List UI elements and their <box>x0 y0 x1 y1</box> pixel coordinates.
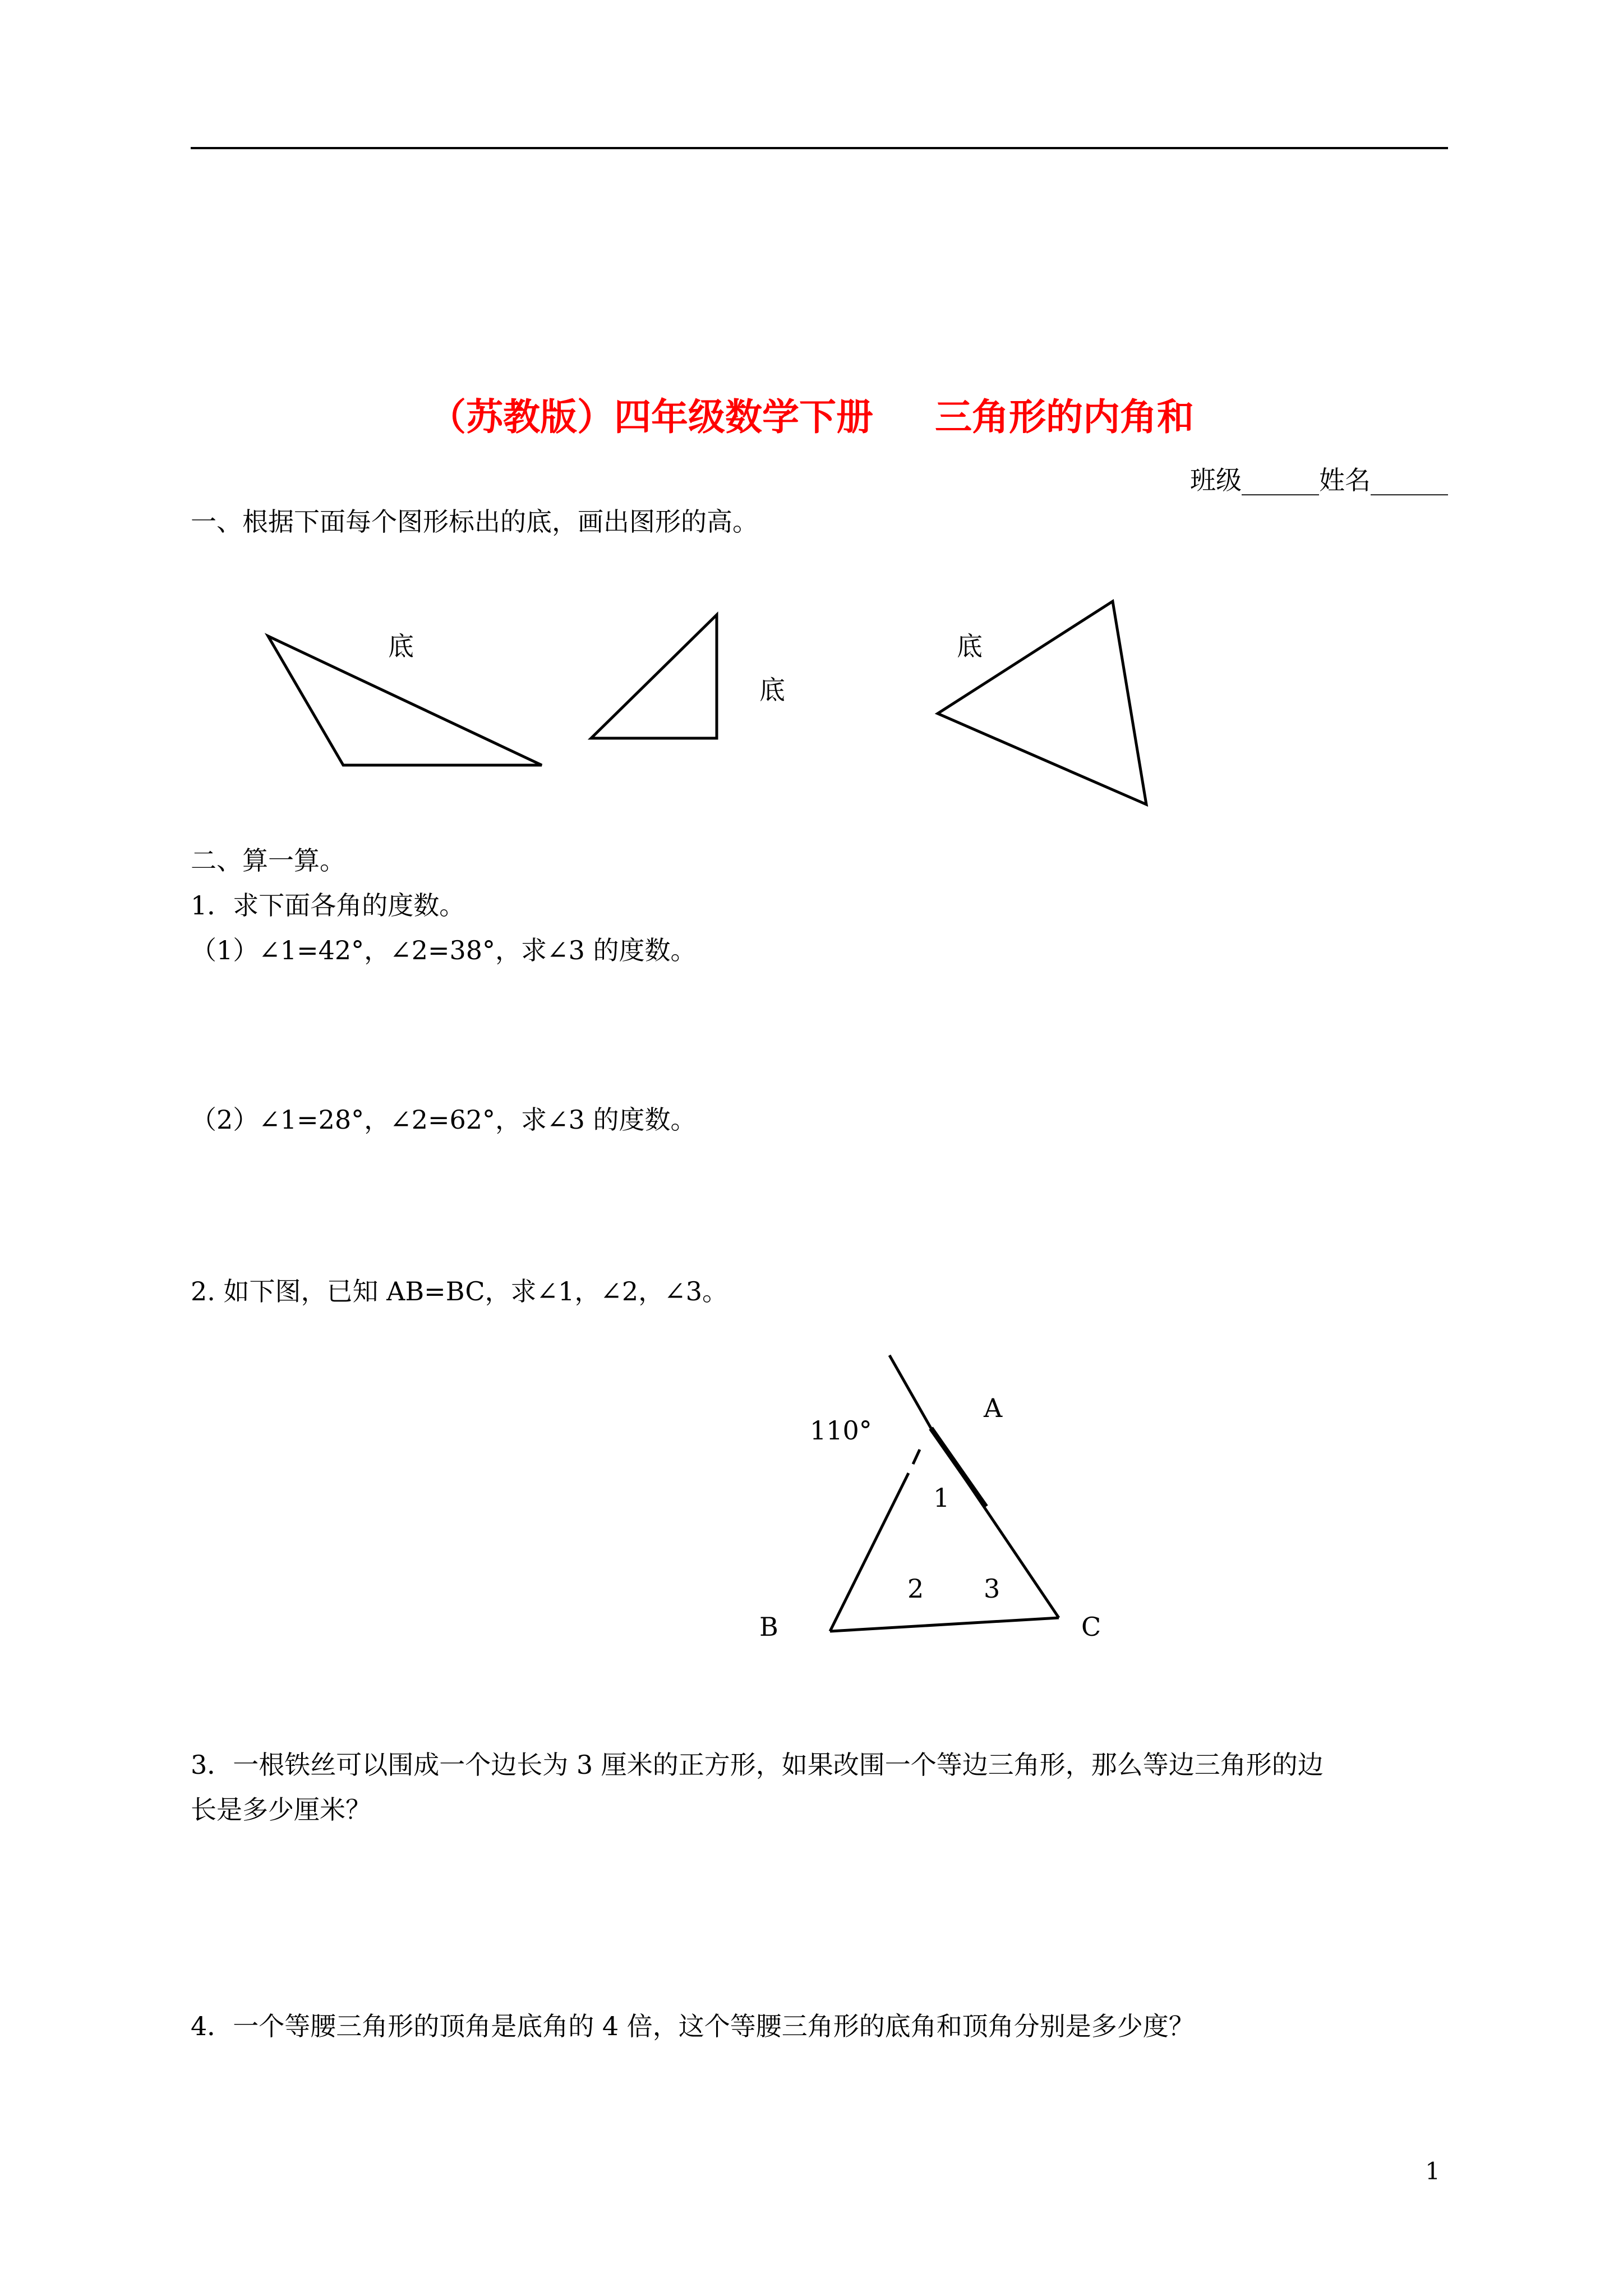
side-ab <box>830 1473 909 1631</box>
base-label-3: 底 <box>957 631 983 661</box>
title-part1: （苏教版）四年级数学下册 <box>429 395 873 439</box>
title-part2: 三角形的内角和 <box>935 395 1194 439</box>
name-label: 姓名 <box>1319 465 1371 495</box>
vertex-c-label: C <box>1081 1612 1101 1642</box>
q1-part1: （1）∠1=42°，∠2=38°，求∠3 的度数。 <box>191 935 697 965</box>
section2-heading: 二、算一算。 <box>191 845 345 876</box>
q1-part2: （2）∠1=28°，∠2=62°，求∠3 的度数。 <box>191 1105 697 1135</box>
class-label: 班级 <box>1190 465 1242 495</box>
side-bc <box>830 1618 1059 1631</box>
angle-mark <box>913 1450 920 1464</box>
base-label-2: 底 <box>759 675 785 705</box>
vertex-b-label: B <box>759 1612 778 1642</box>
vertex-a-label: A <box>984 1393 1003 1423</box>
triangle-figure-2 <box>591 615 717 738</box>
class-blank[interactable]: ______ <box>1242 465 1319 495</box>
q3-line1: 3．一根铁丝可以围成一个边长为 3 厘米的正方形，如果改围一个等边三角形，那么等边三角形的边 <box>191 1750 1324 1780</box>
q2-text: 2. 如下图，已知 AB=BC，求∠1，∠2，∠3。 <box>191 1276 728 1306</box>
q4-text: 4．一个等腰三角形的顶角是底角的 4 倍，这个等腰三角形的底角和顶角分别是多少度？ <box>191 2011 1195 2041</box>
page-number: 1 <box>1425 2157 1440 2185</box>
angle-2-label: 2 <box>907 1573 924 1604</box>
section1-heading: 一、根据下面每个图形标出的底，画出图形的高。 <box>191 507 758 537</box>
base-label-1: 底 <box>388 631 414 661</box>
angle-3-label: 3 <box>984 1573 1000 1604</box>
angle-1-label: 1 <box>933 1483 950 1513</box>
extension-line <box>889 1355 931 1428</box>
name-blank[interactable]: ______ <box>1371 465 1448 495</box>
exterior-angle-label: 110° <box>810 1415 872 1446</box>
q1-text: 1．求下面各角的度数。 <box>191 890 465 921</box>
q3-line2: 长是多少厘米？ <box>191 1795 371 1825</box>
